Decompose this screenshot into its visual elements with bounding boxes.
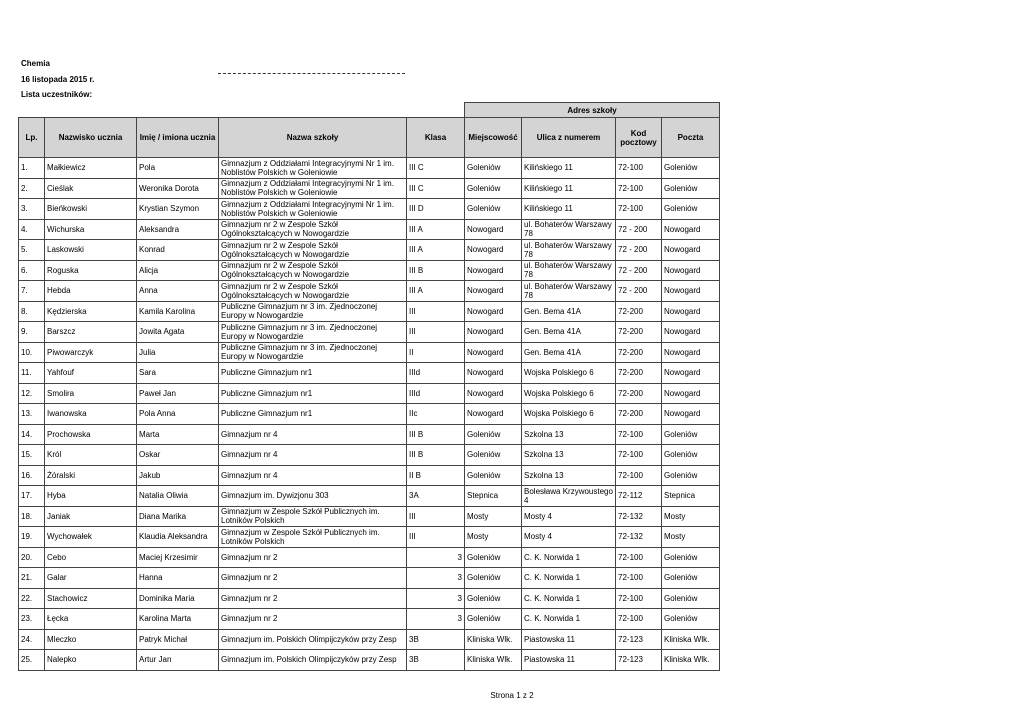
cell-post-office: Nowogard — [662, 219, 720, 240]
cell-town: Goleniów — [465, 158, 522, 179]
cell-lp: 6. — [19, 260, 45, 281]
table-row — [19, 199, 720, 220]
cell-post-office: Goleniów — [662, 568, 720, 589]
cell-school-name: Gimnazjum w Zespole Szkół Publicznych im. Lotników Polskich — [219, 527, 407, 548]
table-row — [19, 281, 720, 302]
cell-surname: Hebda — [45, 281, 137, 302]
cell-post-office: Goleniów — [662, 609, 720, 630]
cell-surname: Barszcz — [45, 322, 137, 343]
cell-postal-code: 72-200 — [616, 322, 662, 343]
cell-town: Stepnica — [465, 486, 522, 507]
cell-class: III — [407, 506, 465, 527]
table-row — [19, 650, 720, 671]
cell-surname: Nalepko — [45, 650, 137, 671]
table-row — [19, 506, 720, 527]
cell-post-office: Nowogard — [662, 322, 720, 343]
cell-class: III C — [407, 158, 465, 179]
cell-surname: Bieńkowski — [45, 199, 137, 220]
cell-town: Nowogard — [465, 363, 522, 384]
cell-post-office: Goleniów — [662, 158, 720, 179]
cell-post-office: Goleniów — [662, 588, 720, 609]
cell-first-names: Kamila Karolina — [137, 301, 219, 322]
cell-first-names: Pola — [137, 158, 219, 179]
cell-street: Wojska Polskiego 6 — [522, 363, 616, 384]
table-row — [19, 342, 720, 363]
cell-surname: Cieślak — [45, 178, 137, 199]
cell-class: III — [407, 527, 465, 548]
column-header-post-office: Poczta — [662, 118, 720, 158]
cell-town: Goleniów — [465, 465, 522, 486]
cell-street: ul. Bohaterów Warszawy 78 — [522, 281, 616, 302]
cell-town: Mosty — [465, 527, 522, 548]
cell-school-name: Gimnazjum nr 4 — [219, 424, 407, 445]
cell-surname: Wychowałek — [45, 527, 137, 548]
cell-post-office: Mosty — [662, 506, 720, 527]
cell-postal-code: 72 - 200 — [616, 260, 662, 281]
cell-postal-code: 72-100 — [616, 609, 662, 630]
cell-street: C. K. Norwida 1 — [522, 547, 616, 568]
cell-street: Szkolna 13 — [522, 465, 616, 486]
cell-surname: Galar — [45, 568, 137, 589]
cell-class: III A — [407, 240, 465, 261]
cell-lp: 1. — [19, 158, 45, 179]
cell-first-names: Dominika Maria — [137, 588, 219, 609]
cell-street: Wojska Polskiego 6 — [522, 404, 616, 425]
cell-postal-code: 72-112 — [616, 486, 662, 507]
cell-school-name: Gimnazjum w Zespole Szkół Publicznych im. Lotników Polskich — [219, 506, 407, 527]
cell-post-office: Goleniów — [662, 547, 720, 568]
cell-surname: Laskowski — [45, 240, 137, 261]
cell-postal-code: 72-200 — [616, 404, 662, 425]
cell-street: Gen. Bema 41A — [522, 322, 616, 343]
cell-postal-code: 72 - 200 — [616, 219, 662, 240]
cell-first-names: Konrad — [137, 240, 219, 261]
table-row — [19, 527, 720, 548]
cell-post-office: Goleniów — [662, 424, 720, 445]
cell-town: Nowogard — [465, 342, 522, 363]
cell-postal-code: 72-200 — [616, 383, 662, 404]
cell-school-name: Gimnazjum im. Polskich Olimpijczyków przy Zesp — [219, 629, 407, 650]
cell-lp: 13. — [19, 404, 45, 425]
cell-post-office: Goleniów — [662, 199, 720, 220]
cell-first-names: Paweł Jan — [137, 383, 219, 404]
cell-first-names: Krystian Szymon — [137, 199, 219, 220]
cell-lp: 8. — [19, 301, 45, 322]
cell-street: Gen. Bema 41A — [522, 301, 616, 322]
cell-class: III A — [407, 219, 465, 240]
cell-surname: Piwowarczyk — [45, 342, 137, 363]
table-row — [19, 404, 720, 425]
cell-street: ul. Bohaterów Warszawy 78 — [522, 219, 616, 240]
cell-postal-code: 72-132 — [616, 506, 662, 527]
table-row — [19, 240, 720, 261]
cell-postal-code: 72-123 — [616, 650, 662, 671]
cell-post-office: Stepnica — [662, 486, 720, 507]
cell-postal-code: 72-200 — [616, 363, 662, 384]
cell-class: 3B — [407, 650, 465, 671]
cell-school-name: Gimnazjum nr 2 — [219, 547, 407, 568]
cell-postal-code: 72-100 — [616, 199, 662, 220]
cell-post-office: Nowogard — [662, 342, 720, 363]
cell-first-names: Anna — [137, 281, 219, 302]
table-row — [19, 609, 720, 630]
cell-first-names: Diana Marika — [137, 506, 219, 527]
cell-postal-code: 72-123 — [616, 629, 662, 650]
cell-class: 3 — [407, 609, 465, 630]
table-row — [19, 260, 720, 281]
cell-postal-code: 72-100 — [616, 158, 662, 179]
cell-street: C. K. Norwida 1 — [522, 609, 616, 630]
cell-surname: Iwanowska — [45, 404, 137, 425]
participants-table — [18, 102, 720, 671]
cell-lp: 16. — [19, 465, 45, 486]
cell-first-names: Marta — [137, 424, 219, 445]
cell-first-names: Oskar — [137, 445, 219, 466]
column-header-town: Miejscowość — [465, 118, 522, 158]
cell-town: Goleniów — [465, 424, 522, 445]
cell-lp: 9. — [19, 322, 45, 343]
cell-class: III B — [407, 445, 465, 466]
cell-town: Kliniska Wlk. — [465, 629, 522, 650]
cell-school-name: Gimnazjum z Oddziałami Integracyjnymi Nr 1 im. Noblistów Polskich w Goleniowie — [219, 178, 407, 199]
school-address-group-header: Adres szkoły — [465, 103, 720, 118]
cell-post-office: Kliniska Wlk. — [662, 629, 720, 650]
cell-lp: 14. — [19, 424, 45, 445]
cell-postal-code: 72-100 — [616, 568, 662, 589]
column-header-street: Ulica z numerem — [522, 118, 616, 158]
cell-lp: 2. — [19, 178, 45, 199]
table-row — [19, 424, 720, 445]
column-header-lp: Lp. — [19, 118, 45, 158]
cell-class: II B — [407, 465, 465, 486]
cell-town: Goleniów — [465, 199, 522, 220]
cell-school-name: Gimnazjum nr 2 — [219, 588, 407, 609]
cell-lp: 10. — [19, 342, 45, 363]
cell-street: C. K. Norwida 1 — [522, 568, 616, 589]
cell-lp: 11. — [19, 363, 45, 384]
cell-post-office: Goleniów — [662, 445, 720, 466]
cell-class: 3 — [407, 547, 465, 568]
cell-first-names: Jowita Agata — [137, 322, 219, 343]
cell-lp: 23. — [19, 609, 45, 630]
cell-surname: Kędzierska — [45, 301, 137, 322]
cell-street: Szkolna 13 — [522, 424, 616, 445]
cell-lp: 25. — [19, 650, 45, 671]
cell-surname: Cebo — [45, 547, 137, 568]
cell-street: Wojska Polskiego 6 — [522, 383, 616, 404]
cell-lp: 15. — [19, 445, 45, 466]
participants-list-label: Lista uczestników: — [21, 90, 93, 99]
cell-lp: 18. — [19, 506, 45, 527]
cell-first-names: Karolina Marta — [137, 609, 219, 630]
document-date: 16 listopada 2015 r. — [21, 75, 95, 84]
cell-school-name: Gimnazjum z Oddziałami Integracyjnymi Nr 1 im. Noblistów Polskich w Goleniowie — [219, 199, 407, 220]
cell-postal-code: 72-100 — [616, 424, 662, 445]
table-row — [19, 322, 720, 343]
table-row — [19, 568, 720, 589]
cell-town: Nowogard — [465, 322, 522, 343]
cell-post-office: Goleniów — [662, 178, 720, 199]
cell-school-name: Gimnazjum z Oddziałami Integracyjnymi Nr 1 im. Noblistów Polskich w Goleniowie — [219, 158, 407, 179]
cell-class: III B — [407, 424, 465, 445]
cell-street: Kilińskiego 11 — [522, 158, 616, 179]
cell-surname: Małkiewicz — [45, 158, 137, 179]
cell-town: Goleniów — [465, 445, 522, 466]
cell-school-name: Gimnazjum im. Polskich Olimpijczyków przy Zesp — [219, 650, 407, 671]
cell-first-names: Patryk Michał — [137, 629, 219, 650]
cell-post-office: Nowogard — [662, 404, 720, 425]
cell-class: III D — [407, 199, 465, 220]
cell-school-name: Publiczne Gimnazjum nr 3 im. Zjednoczonej Europy w Nowogardzie — [219, 301, 407, 322]
cell-town: Goleniów — [465, 588, 522, 609]
cell-street: ul. Bohaterów Warszawy 78 — [522, 240, 616, 261]
cell-first-names: Julia — [137, 342, 219, 363]
cell-post-office: Goleniów — [662, 465, 720, 486]
signature-dashed-line — [218, 73, 405, 74]
cell-street: Kilińskiego 11 — [522, 178, 616, 199]
cell-class: IIId — [407, 363, 465, 384]
table-row — [19, 363, 720, 384]
cell-street: C. K. Norwida 1 — [522, 588, 616, 609]
cell-street: ul. Bohaterów Warszawy 78 — [522, 260, 616, 281]
cell-class: 3B — [407, 629, 465, 650]
cell-school-name: Gimnazjum nr 4 — [219, 465, 407, 486]
cell-street: Mosty 4 — [522, 506, 616, 527]
cell-post-office: Kliniska Wlk. — [662, 650, 720, 671]
cell-first-names: Weronika Dorota — [137, 178, 219, 199]
cell-first-names: Jakub — [137, 465, 219, 486]
cell-surname: Hyba — [45, 486, 137, 507]
table-row — [19, 219, 720, 240]
cell-town: Nowogard — [465, 383, 522, 404]
cell-school-name: Gimnazjum nr 2 — [219, 568, 407, 589]
cell-post-office: Nowogard — [662, 260, 720, 281]
cell-town: Goleniów — [465, 568, 522, 589]
cell-first-names: Klaudia Aleksandra — [137, 527, 219, 548]
table-row — [19, 629, 720, 650]
cell-street: Szkolna 13 — [522, 445, 616, 466]
cell-post-office: Nowogard — [662, 240, 720, 261]
cell-school-name: Gimnazjum nr 2 w Zespole Szkół Ogólnokształcących w Nowogardzie — [219, 260, 407, 281]
page-number: Strona 1 z 2 — [490, 691, 534, 700]
cell-first-names: Natalia Oliwia — [137, 486, 219, 507]
cell-postal-code: 72-100 — [616, 547, 662, 568]
cell-school-name: Gimnazjum nr 2 — [219, 609, 407, 630]
document-subject: Chemia — [21, 59, 50, 68]
cell-surname: Smolira — [45, 383, 137, 404]
cell-surname: Żóralski — [45, 465, 137, 486]
column-header-class: Klasa — [407, 118, 465, 158]
cell-post-office: Nowogard — [662, 383, 720, 404]
cell-surname: Stachowicz — [45, 588, 137, 609]
cell-first-names: Pola Anna — [137, 404, 219, 425]
cell-school-name: Publiczne Gimnazjum nr 3 im. Zjednoczonej Europy w Nowogardzie — [219, 322, 407, 343]
cell-class: III A — [407, 281, 465, 302]
table-row — [19, 301, 720, 322]
cell-class: 3 — [407, 568, 465, 589]
cell-surname: Mleczko — [45, 629, 137, 650]
cell-post-office: Nowogard — [662, 301, 720, 322]
cell-town: Goleniów — [465, 547, 522, 568]
cell-postal-code: 72-100 — [616, 445, 662, 466]
cell-town: Nowogard — [465, 219, 522, 240]
cell-street: Piastowska 11 — [522, 650, 616, 671]
cell-lp: 12. — [19, 383, 45, 404]
cell-postal-code: 72 - 200 — [616, 281, 662, 302]
column-header-surname: Nazwisko ucznia — [45, 118, 137, 158]
cell-postal-code: 72 - 200 — [616, 240, 662, 261]
cell-class: IIc — [407, 404, 465, 425]
cell-surname: Prochowska — [45, 424, 137, 445]
cell-postal-code: 72-100 — [616, 588, 662, 609]
cell-school-name: Publiczne Gimnazjum nr 3 im. Zjednoczonej Europy w Nowogardzie — [219, 342, 407, 363]
cell-town: Kliniska Wlk. — [465, 650, 522, 671]
table-row — [19, 383, 720, 404]
table-row — [19, 158, 720, 179]
cell-lp: 5. — [19, 240, 45, 261]
table-row — [19, 486, 720, 507]
cell-first-names: Sara — [137, 363, 219, 384]
cell-school-name: Publiczne Gimnazjum nr1 — [219, 404, 407, 425]
column-header-first-names: Imię / imiona ucznia — [137, 118, 219, 158]
cell-lp: 24. — [19, 629, 45, 650]
cell-school-name: Gimnazjum im. Dywizjonu 303 — [219, 486, 407, 507]
cell-class: IIId — [407, 383, 465, 404]
table-row — [19, 445, 720, 466]
cell-surname: Yahfouf — [45, 363, 137, 384]
cell-postal-code: 72-100 — [616, 178, 662, 199]
cell-first-names: Artur Jan — [137, 650, 219, 671]
cell-postal-code: 72-100 — [616, 465, 662, 486]
cell-class: 3A — [407, 486, 465, 507]
cell-first-names: Hanna — [137, 568, 219, 589]
cell-lp: 20. — [19, 547, 45, 568]
column-header-school-name: Nazwa szkoły — [219, 118, 407, 158]
table-row — [19, 465, 720, 486]
cell-town: Goleniów — [465, 178, 522, 199]
cell-school-name: Gimnazjum nr 2 w Zespole Szkół Ogólnokształcących w Nowogardzie — [219, 240, 407, 261]
cell-street: Bolesława Krzywoustego 4 — [522, 486, 616, 507]
cell-town: Nowogard — [465, 404, 522, 425]
cell-street: Piastowska 11 — [522, 629, 616, 650]
cell-school-name: Publiczne Gimnazjum nr1 — [219, 363, 407, 384]
cell-town: Nowogard — [465, 240, 522, 261]
cell-town: Nowogard — [465, 260, 522, 281]
cell-postal-code: 72-200 — [616, 301, 662, 322]
cell-school-name: Publiczne Gimnazjum nr1 — [219, 383, 407, 404]
cell-street: Mosty 4 — [522, 527, 616, 548]
cell-school-name: Gimnazjum nr 4 — [219, 445, 407, 466]
cell-surname: Łęcka — [45, 609, 137, 630]
column-header-postal-code: Kod pocztowy — [616, 118, 662, 158]
table-row — [19, 547, 720, 568]
cell-lp: 19. — [19, 527, 45, 548]
cell-school-name: Gimnazjum nr 2 w Zespole Szkół Ogólnokształcących w Nowogardzie — [219, 219, 407, 240]
cell-postal-code: 72-200 — [616, 342, 662, 363]
cell-post-office: Mosty — [662, 527, 720, 548]
cell-surname: Król — [45, 445, 137, 466]
cell-lp: 17. — [19, 486, 45, 507]
cell-street: Gen. Bema 41A — [522, 342, 616, 363]
cell-lp: 22. — [19, 588, 45, 609]
cell-street: Kilińskiego 11 — [522, 199, 616, 220]
cell-class: 3 — [407, 588, 465, 609]
cell-school-name: Gimnazjum nr 2 w Zespole Szkół Ogólnokształcących w Nowogardzie — [219, 281, 407, 302]
cell-class: III — [407, 322, 465, 343]
cell-post-office: Nowogard — [662, 363, 720, 384]
cell-town: Mosty — [465, 506, 522, 527]
cell-class: III — [407, 301, 465, 322]
cell-surname: Wichurska — [45, 219, 137, 240]
cell-class: III B — [407, 260, 465, 281]
cell-surname: Roguska — [45, 260, 137, 281]
cell-lp: 7. — [19, 281, 45, 302]
cell-class: II — [407, 342, 465, 363]
cell-first-names: Maciej Krzesimir — [137, 547, 219, 568]
cell-town: Nowogard — [465, 301, 522, 322]
header-spacer — [19, 103, 465, 118]
cell-postal-code: 72-132 — [616, 527, 662, 548]
cell-lp: 21. — [19, 568, 45, 589]
cell-post-office: Nowogard — [662, 281, 720, 302]
cell-first-names: Aleksandra — [137, 219, 219, 240]
cell-first-names: Alicja — [137, 260, 219, 281]
table-row — [19, 588, 720, 609]
cell-surname: Janiak — [45, 506, 137, 527]
cell-class: III C — [407, 178, 465, 199]
cell-town: Nowogard — [465, 281, 522, 302]
cell-town: Goleniów — [465, 609, 522, 630]
table-row — [19, 178, 720, 199]
cell-lp: 4. — [19, 219, 45, 240]
cell-lp: 3. — [19, 199, 45, 220]
